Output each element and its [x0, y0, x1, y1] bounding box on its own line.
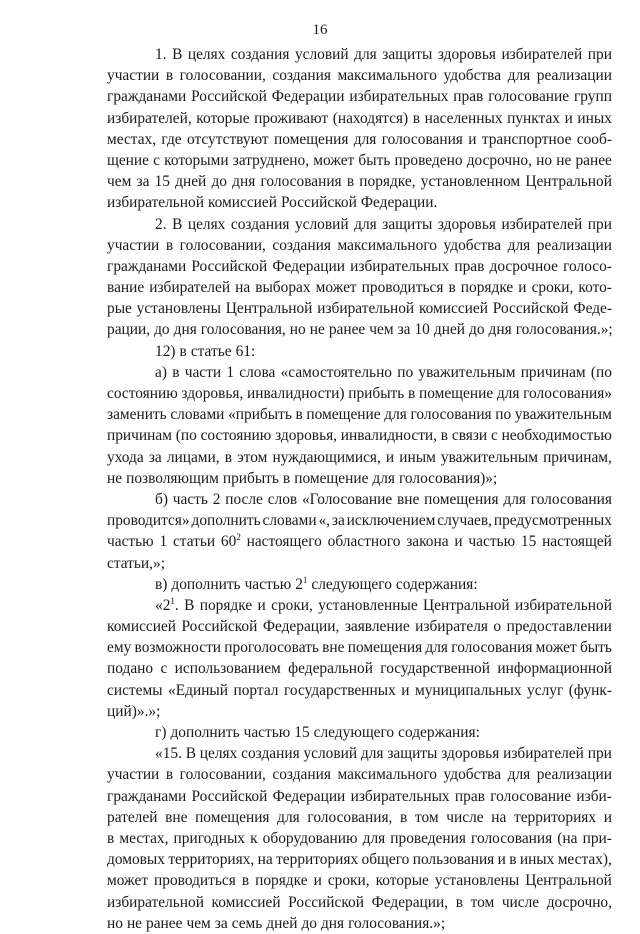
paragraph-p8: [107, 722, 612, 743]
text-line: гражданами Российской Федерации избирательных прав досрочное голосо-: [107, 257, 612, 275]
text-line: чем за 15 дней до дня голосования в порядке, установленном Центральной: [107, 173, 612, 191]
paragraph-p2: [107, 214, 612, 341]
text-line: рателей вне помещения для голосования, в том числе на территориях и: [107, 808, 612, 826]
text-line: местах, где отсутствуют помещения для голосования и транспортное сооб-: [107, 130, 612, 148]
document-body: [107, 44, 612, 934]
text-line: избирателей, которые проживают (находятся) в населенных пунктах и иных: [107, 109, 612, 127]
text-line: рые установлены Центральной избирательной комиссией Российской Феде-: [107, 300, 612, 318]
text-line: не позволяющим прибыть в помещение для голосования)»;: [107, 469, 498, 487]
text-line: «$2^1$. В порядке и сроки, установленные Центральной избирательной: [155, 595, 612, 614]
text-line: избирательной комиссией Российской Федерации.: [107, 194, 438, 212]
text-line: ций)».»;: [107, 702, 161, 720]
paragraph-p7: [107, 595, 612, 722]
text-line: системы «Единый портал государственных и муниципальных услуг (функ-: [107, 681, 612, 699]
text-line: но не ранее чем за семь дней до дня голосования.»;: [107, 914, 446, 932]
text-line: состоянию здоровья, инвалидности) прибыть в помещение для голосования»: [107, 385, 612, 402]
text-line: участии в голосовании, создания максимального удобства для реализации: [107, 67, 612, 85]
text-line: а) в части 1 слова «самостоятельно по уважительным причинам (по: [155, 363, 612, 381]
text-line: 2. В целях создания условий для защиты здоровья избирателей при: [155, 215, 612, 233]
paragraph-p4: [107, 362, 612, 489]
text-line: избирательной комиссией Российской Федерации, в том числе досрочно,: [107, 893, 612, 911]
text-line: «15. В целях создания условий для защиты здоровья избирателей при: [155, 745, 612, 763]
paragraph-p1: [107, 44, 612, 214]
paragraph-p9: [107, 743, 612, 934]
text-line: подано с использованием федеральной государственной информационной: [107, 660, 612, 678]
text-line: домовых территориях, на территориях общего пользования и в иных местах),: [107, 851, 612, 869]
text-line: проводится» дополнить словами «, за исключением случаев, предусмотренных: [107, 512, 612, 530]
text-line: гражданами Российской Федерации избирательных прав голосование групп: [107, 88, 612, 106]
text-line: рации, до дня голосования, но не ранее чем за 10 дней до дня голосования.»;: [107, 321, 613, 339]
text-line: 12) в статье 61:: [155, 342, 256, 360]
text-line: г) дополнить частью 15 следующего содержания:: [155, 724, 480, 741]
text-line: 1. В целях создания условий для защиты здоровья избирателей при: [155, 46, 612, 63]
text-line: может проводиться в порядке и сроки, которые установлены Центральной: [107, 872, 612, 890]
text-line: вание избирателей на выборах может проводиться в порядке и сроки, кото-: [107, 279, 612, 297]
text-line: ему возможности проголосовать вне помещения для голосования может быть: [107, 639, 612, 657]
text-line: гражданами Российской Федерации избирательных прав голосование изби-: [107, 787, 612, 805]
text-line: частью 1 статьи $60^2$ настоящего областного закона и частью 15 настоящей: [107, 532, 612, 551]
page-number: 16: [312, 22, 328, 38]
text-line: в) дополнить частью $2^1$ следующего содержания:: [155, 574, 478, 593]
text-line: ухода за лицами, в этом нуждающимися, и иным уважительным причинам,: [107, 448, 612, 466]
text-line: б) часть 2 после слов «Голосование вне помещения для голосования: [155, 490, 612, 508]
paragraph-p6: [107, 574, 612, 595]
text-line: в местах, пригодных к оборудованию для проведения голосования (на при-: [107, 829, 612, 847]
text-line: статьи,»;: [107, 554, 165, 572]
paragraph-p5: [107, 489, 612, 574]
text-line: причинам (по состоянию здоровья, инвалидности, в связи с необходимостью: [107, 427, 612, 445]
text-line: заменить словами «прибыть в помещение для голосования по уважительным: [107, 406, 612, 424]
paragraph-p3: [107, 341, 612, 362]
text-line: щение с которыми затруднено, может быть проведено досрочно, но не ранее: [107, 151, 612, 169]
text-line: участии в голосовании, создания максимального удобства для реализации: [107, 236, 612, 254]
text-line: комиссией Российской Федерации, заявление избирателя о предоставлении: [107, 618, 612, 636]
text-line: участии в голосовании, создания максимального удобства для реализации: [107, 766, 612, 784]
